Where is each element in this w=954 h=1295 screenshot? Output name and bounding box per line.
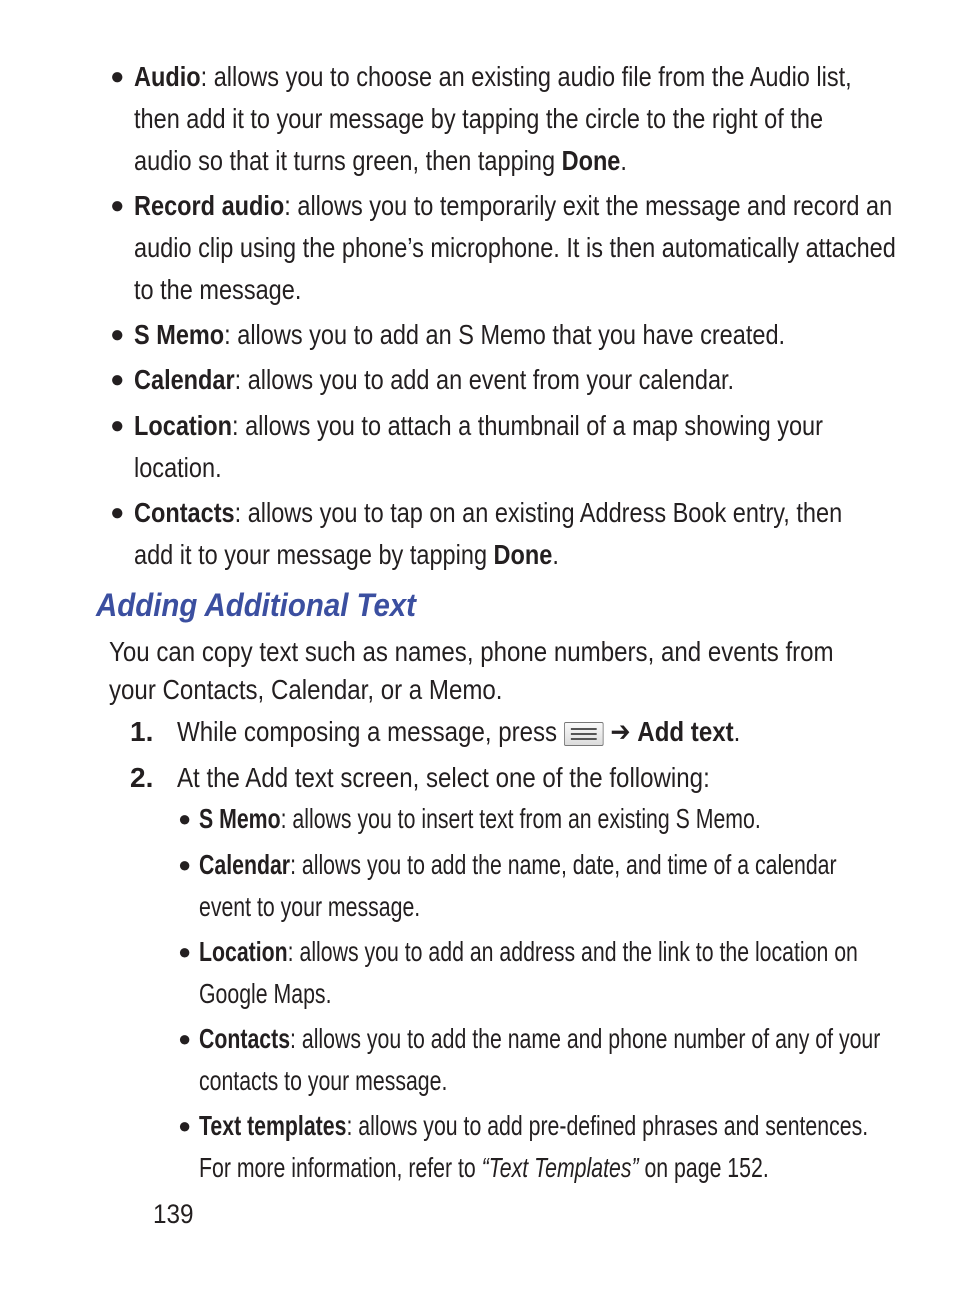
arrow-icon: ➔ [610,716,631,747]
bullet-dot: ● [178,1026,192,1051]
section-heading: Adding Additional Text [96,587,416,623]
bullet-dot: ● [110,321,125,348]
bullet-dot: ● [178,806,192,831]
term-audio: Audio [134,61,201,92]
bullet-dot: ● [178,939,192,964]
step-number: 1. [130,716,154,747]
bullet-dot: ● [178,1113,192,1138]
manual-page: ● Audio: allows you to choose an existing audio file from the Audio list, then add it to your message by tapping the circle to the right of the audio so that it turns green, then tapping Done. ● Record audio: allows you to temporarily exit the message and record an audio clip using the phone’s microphone. It is then automatically attached to the message. ● S Memo: allows you to add an S Memo that you have created. ● Calendar: allows you to add an event from your calendar. ● Location: allows you to attach a thumbnail of a map showing your location. ● Contacts: allows you to tap on an existing Address Book entry, then add it to your message by tapping Done. Adding Additional Text You can copy text such as names, phone numbers, and events from your Contacts, Calendar, or a Memo. 1. While composing a message, press ➔ Add text. 2. At the Add text screen, select one of the following: ● S Memo: allows you to insert text from an existing S Memo. ● Calendar: allows you to add the name, date, and time of a calendar event to your message. ● Location: allows you to add an address and the link to the location on Google Maps. ● Contacts: allows you to add the name and phone number of any of your contacts to your message. ● Text templates: allows you to add pre-defined phrases and sentences. For more information, refer to “Text Templates” on page 152. 139 [0,0,954,1295]
bullet-dot: ● [110,412,125,439]
bullet-dot: ● [110,366,125,393]
cross-reference-link[interactable]: “Text Templates” [481,1152,639,1183]
bullet-dot: ● [178,852,192,877]
bullet-dot: ● [110,499,125,526]
intro-paragraph: You can copy text such as names, phone numbers, and events from your Contacts, Calendar, or a Memo. [109,636,834,705]
bullet-dot: ● [110,63,125,90]
page-number: 139 [153,1199,194,1229]
bullet-dot: ● [110,192,125,219]
menu-key-icon [564,722,604,746]
step-number: 2. [130,762,154,793]
